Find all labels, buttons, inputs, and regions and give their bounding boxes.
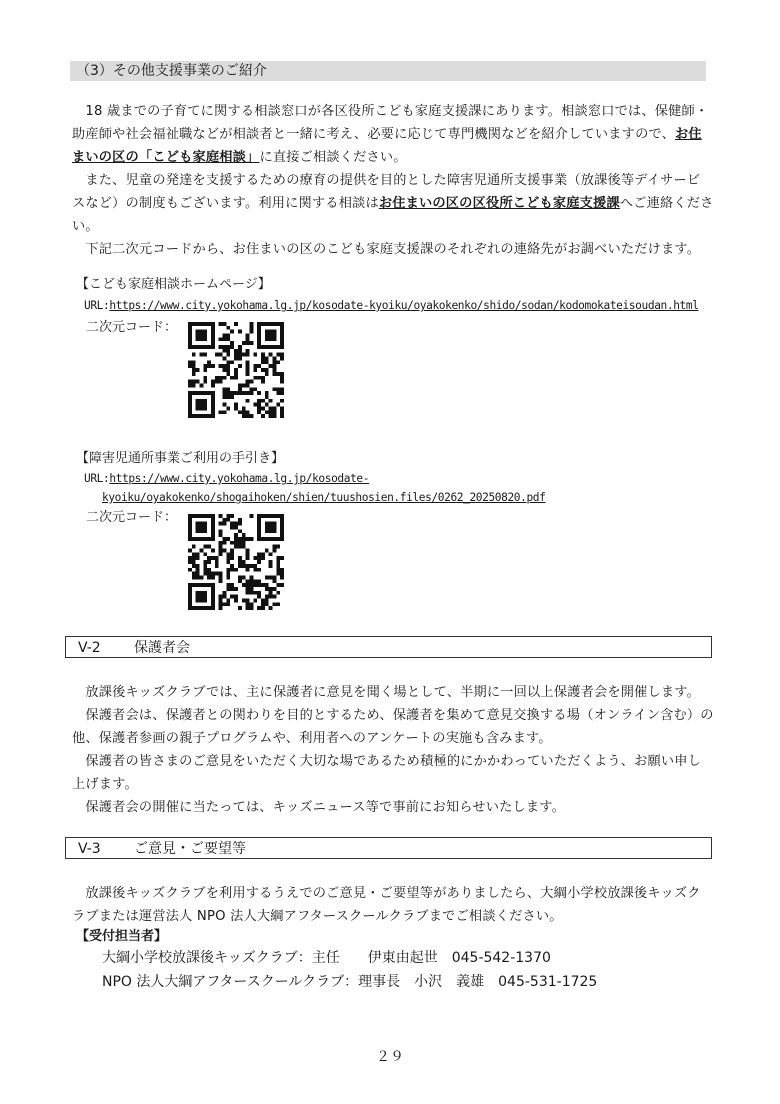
v3-paragraph (72, 882, 701, 928)
link1-url[interactable]: https://www.city.yokohama.lg.jp/kosodate-kyoiku/oyakokenko/shido/sodan/kodomokateisoudan.html (109, 299, 699, 312)
link2-url-part1[interactable]: https://www.city.yokohama.lg.jp/kosodate- (109, 472, 370, 485)
v2-paragraph (72, 681, 714, 819)
contact-npo: NPO 法人大綱アフタースクールクラブ：理事長 小沢 義雄 045-531-1725 (102, 974, 598, 990)
v2-line-1: 放課後キッズクラブでは、主に保護者に意見を聞く場として、半期に一回以上保護者会を開催します。 (72, 685, 701, 700)
intro-line-7: 下記二次元コードから、お住まいの区のこども家庭支援課のそれぞれの連絡先がお調べいただけます。 (72, 242, 701, 257)
intro-line-3: まいの区の「こども家庭相談」に直接ご相談ください。 (72, 150, 407, 165)
intro-line-5: スなど）の制度もございます。利用に関する相談はお住まいの区の区役所こども家庭支援課へご連絡くださ (72, 196, 714, 211)
section-v3-header (65, 837, 712, 859)
emphasis-text: まいの区の「こども家庭相談」 (72, 150, 260, 165)
section-v2-header (65, 636, 712, 658)
v2-line-4: 保護者の皆さまのご意見をいただく大切な場であるため積極的にかかわっていただくよう、お願い申し (72, 754, 702, 769)
emphasis-text: お住まいの区の区役所こども家庭支援課 (378, 196, 620, 211)
section-number: V-3 (78, 841, 101, 857)
page-number: ２９ (376, 1049, 404, 1065)
link2-url-part2[interactable]: kyoiku/oyakokenko/shogaihoken/shien/tuushosien.files/0262_20250820.pdf (102, 491, 546, 504)
link1-title: 【こども家庭相談ホームページ】 (76, 277, 271, 292)
v2-line-6: 保護者会の開催に当たっては、キッズニュース等で事前にお知らせいたします。 (72, 800, 565, 815)
intro-line-6: い。 (72, 219, 99, 234)
intro-paragraph (72, 100, 714, 261)
url-prefix: URL: (84, 472, 110, 485)
v2-line-3: 他、保護者参画の親子プログラムや、利用者へのアンケートの実施も含みます。 (72, 731, 552, 746)
contact-kids-club: 大綱小学校放課後キッズクラブ：主任 伊東由起世 045-542-1370 (102, 950, 551, 966)
qr-code-image (188, 322, 284, 418)
qr-label: 二次元コード： (86, 510, 178, 525)
qr-label: 二次元コード： (86, 320, 178, 335)
link2-title: 【障害児通所事業ご利用の手引き】 (76, 451, 285, 466)
v2-line-5: 上げます。 (72, 777, 138, 792)
link2-url-line (84, 469, 369, 489)
section-title: ご意見・ご要望等 (134, 841, 246, 857)
intro-line-2: 助産師や社会福祉職などが相談者と一緒に考え、必要に応じて専門機関などを紹介していますので、お住 (72, 127, 702, 142)
url-prefix: URL: (84, 299, 110, 312)
intro-line-1: 18 歳までの子育てに関する相談窓口が各区役所こども家庭支援課にあります。相談窓口では、保健師・ (72, 104, 709, 119)
v3-line-2: ラブまたは運営法人 NPO 法人大綱アフタースクールクラブまでご相談ください。 (72, 909, 563, 924)
qr-code-image (188, 514, 284, 610)
v3-line-1: 放課後キッズクラブを利用するうえでのご意見・ご要望等がありましたら、大綱小学校放課後キッズク (72, 886, 701, 901)
v2-line-2: 保護者会は、保護者との関わりを目的とするため、保護者を集めて意見交換する場（オンライン含む）の (72, 708, 714, 723)
link1-url-line (84, 296, 699, 316)
link2-url-line-2 (102, 488, 545, 508)
section-title: 保護者会 (134, 640, 190, 656)
section-number: V-2 (78, 640, 101, 656)
section-heading-text: （3）その他支援事業のご紹介 (76, 63, 267, 79)
intro-line-4: また、児童の発達を支援するための療育の提供を目的とした障害児通所支援事業（放課後等デイサービ (72, 173, 701, 188)
section-heading (70, 61, 706, 81)
emphasis-text: お住 (674, 127, 702, 142)
contact-title: 【受付担当者】 (76, 929, 168, 944)
